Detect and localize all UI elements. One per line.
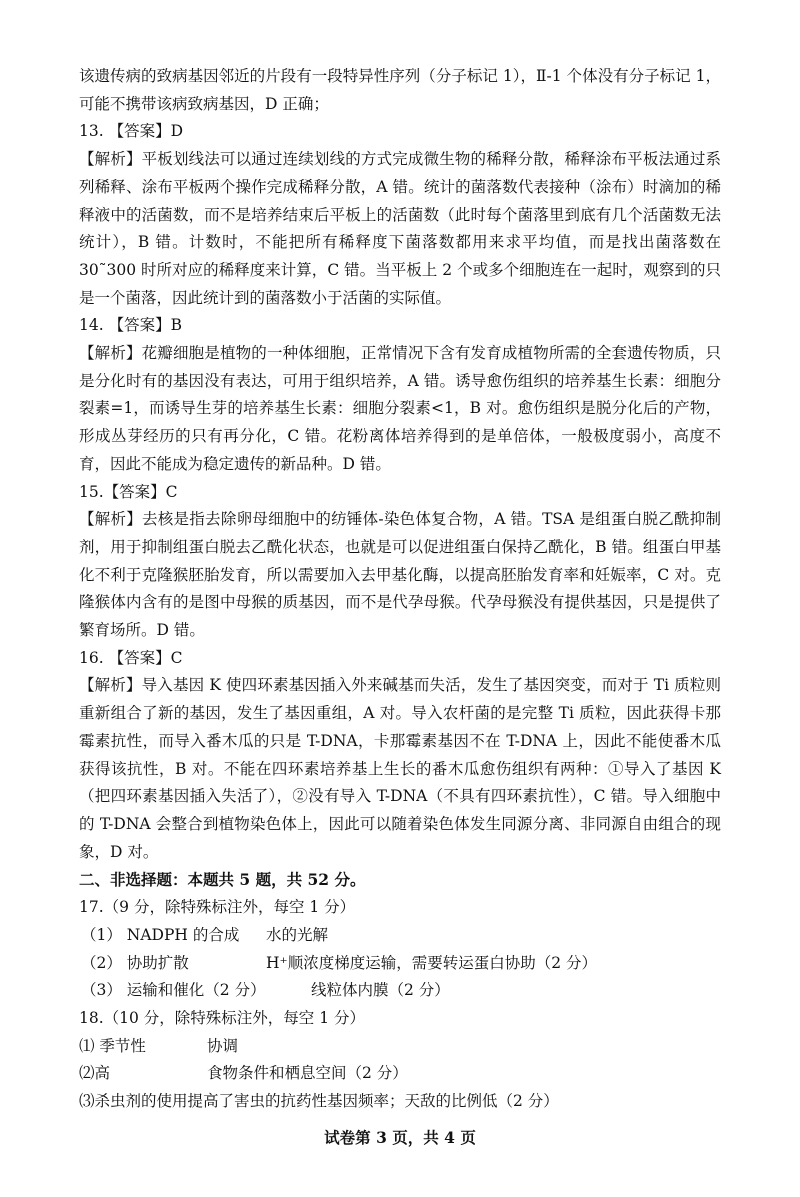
answer-14: 14. 【答案】B (79, 316, 182, 335)
q18-2-a: ⑵高 (79, 1064, 111, 1083)
q17-row-1 (79, 922, 721, 950)
q17-2-b: H⁺顺浓度梯度运输，需要转运蛋白协助（2 分） (266, 953, 597, 972)
q17-2-a: （2） 协助扩散 (81, 953, 189, 972)
q17-row-3 (79, 977, 721, 1005)
q18-title: 18.（10 分，除特殊标注外，每空 1 分） (79, 1008, 366, 1027)
answer-content (79, 63, 721, 1116)
explanation-14: 【解析】花瓣细胞是植物的一种体细胞，正常情况下含有发育成植物所需的全套遗传物质，只是分化时有的基因没有表达，可用于组织培养，A 错。诱导愈伤组织的培养基生长素：细胞分裂素=1，而诱导生芽的培养基生长素：细胞分裂素<1，B 对。愈伤组织是脱分化后的产物，形成丛芽经历的只有再分化，C 错。花粉离体培养得到的是单倍体，一般极度弱小，高度不育，因此不能成为稳定遗传的新品种。D 错。 (79, 344, 721, 473)
q18-row-2 (79, 1060, 721, 1088)
q18-row-1 (79, 1033, 721, 1061)
q17-1-b: 水的光解 (266, 925, 329, 944)
q17-row-2 (79, 950, 721, 978)
q18-3-a: ⑶杀虫剂的使用提高了害虫的抗药性基因频率；天敌的比例低（2 分） (79, 1092, 559, 1111)
page-footer: 试卷第 3 页，共 4 页 (324, 1128, 476, 1147)
q18-2-b: 食物条件和栖息空间（2 分） (207, 1064, 408, 1083)
paragraph-continuation: 该遗传病的致病基因邻近的片段有一段特异性序列（分子标记 1），Ⅱ-1 个体没有分子标记 1，可能不携带该病致病基因，D 正确； (79, 67, 721, 113)
answer-13: 13. 【答案】D (79, 122, 184, 141)
q17-title: 17.（9 分，除特殊标注外，每空 1 分） (79, 898, 356, 917)
q18-1-b: 协调 (207, 1036, 239, 1055)
explanation-13: 【解析】平板划线法可以通过连续划线的方式完成微生物的稀释分散，稀释涂布平板法通过系列稀释、涂布平板两个操作完成稀释分散，A 错。统计的菌落数代表接种（涂布）时滴加的稀释液中的活菌数，而不是培养结束后平板上的活菌数（此时每个菌落里到底有几个活菌数无法统计），B 错。计数时，不能把所有稀释度下菌落数都用来求平均值，而是找出菌落数在 30˜300 时所对应的稀释度来计算，C 错。当平板上 2 个或多个细胞连在一起时，观察到的只是一个菌落，因此统计到的菌落数小于活菌的实际值。 (79, 150, 721, 307)
section-heading: 二、非选择题：本题共 5 题，共 52 分。 (79, 870, 366, 890)
q18-row-3 (79, 1088, 721, 1116)
q17-1-a: （1） NADPH 的合成 (81, 925, 240, 944)
explanation-16: 【解析】导入基因 K 使四环素基因插入外来碱基而失活，发生了基因突变，而对于 Ti 质粒则重新组合了新的基因，发生了基因重组，A 对。导入农杆菌的是完整 Ti 质粒，因此获得卡那霉素抗性，而导入番木瓜的只是 T-DNA，卡那霉素基因不在 T-DNA 上，因此不能使番木瓜获得该抗性，B 对。不能在四环素培养基上生长的番木瓜愈伤组织有两种：①导入了基因 K（把四环素基因插入失活了），②没有导入 T-DNA（不具有四环素抗性），C 错。导入细胞中的 T-DNA 会整合到植物染色体上，因此可以随着染色体发生同源分离、非同源自由组合的现象，D 对。 (79, 676, 721, 861)
q18-1-a: ⑴ 季节性 (79, 1036, 146, 1055)
q17-3-a: （3） 运输和催化（2 分） (81, 981, 266, 1000)
answer-16: 16. 【答案】C (79, 648, 183, 667)
answer-15: 15.【答案】C (79, 482, 178, 501)
explanation-15: 【解析】去核是指去除卵母细胞中的纺锤体-染色体复合物，A 错。TSA 是组蛋白脱乙酰抑制剂，用于抑制组蛋白脱去乙酰化状态，也就是可以促进组蛋白保持乙酰化，B 错。组蛋白甲基化不利于克隆猴胚胎发育，所以需要加入去甲基化酶，以提高胚胎发育率和妊娠率，C 对。克隆猴体内含有的是图中母猴的质基因，而不是代孕母猴。代孕母猴没有提供基因，只是提供了繁育场所。D 错。 (79, 510, 721, 640)
q17-3-b: 线粒体内膜（2 分） (311, 981, 450, 1000)
